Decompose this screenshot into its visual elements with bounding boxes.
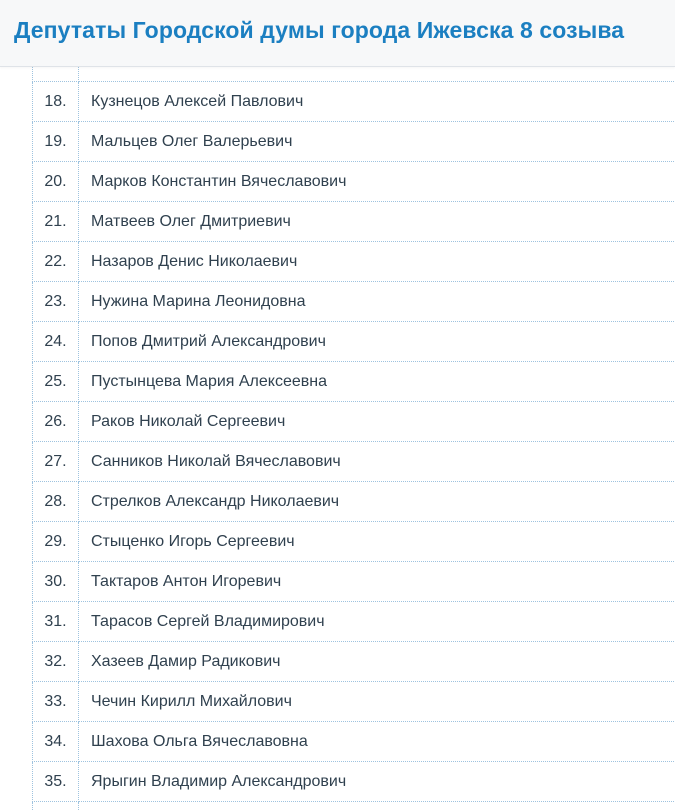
row-number — [33, 802, 79, 811]
deputy-name: Тактаров Антон Игоревич — [79, 562, 675, 602]
page-header — [0, 0, 675, 67]
row-number: 27. — [33, 442, 79, 482]
table-row — [33, 602, 675, 642]
deputy-name — [79, 802, 675, 811]
table-row — [33, 802, 675, 811]
row-number: 33. — [33, 682, 79, 722]
row-number: 31. — [33, 602, 79, 642]
row-number: 20. — [33, 162, 79, 202]
deputy-name: Пустынцева Мария Алексеевна — [79, 362, 675, 402]
deputy-name: Раков Николай Сергеевич — [79, 402, 675, 442]
table-row — [33, 682, 675, 722]
row-number: 26. — [33, 402, 79, 442]
row-number: 28. — [33, 482, 79, 522]
deputy-name: Нужина Марина Леонидовна — [79, 282, 675, 322]
row-number: 19. — [33, 122, 79, 162]
deputy-name: Санников Николай Вячеславович — [79, 442, 675, 482]
row-number: 35. — [33, 762, 79, 802]
row-number: 18. — [33, 82, 79, 122]
table-row — [33, 122, 675, 162]
table-row — [33, 242, 675, 282]
table-row — [33, 82, 675, 122]
deputy-name: Хазеев Дамир Радикович — [79, 642, 675, 682]
deputy-name: Мальцев Олег Валерьевич — [79, 122, 675, 162]
row-number: 30. — [33, 562, 79, 602]
deputy-name: Ярыгин Владимир Александрович — [79, 762, 675, 802]
deputy-name: Матвеев Олег Дмитриевич — [79, 202, 675, 242]
table-row — [33, 642, 675, 682]
row-number: 32. — [33, 642, 79, 682]
deputy-name: Попов Дмитрий Александрович — [79, 322, 675, 362]
table-row — [33, 562, 675, 602]
deputies-table-wrap — [32, 41, 675, 811]
row-number: 21. — [33, 202, 79, 242]
deputy-name: Стрелков Александр Николаевич — [79, 482, 675, 522]
deputy-name: Стыценко Игорь Сергеевич — [79, 522, 675, 562]
deputy-name: Назаров Денис Николаевич — [79, 242, 675, 282]
page-title: Депутаты Городской думы города Ижевска 8 созыва — [14, 17, 625, 43]
table-row — [33, 762, 675, 802]
deputy-name: Чечин Кирилл Михайлович — [79, 682, 675, 722]
table-row — [33, 722, 675, 762]
row-number: 29. — [33, 522, 79, 562]
table-row — [33, 322, 675, 362]
deputy-name: Марков Константин Вячеславович — [79, 162, 675, 202]
deputies-table — [32, 41, 675, 811]
table-row — [33, 482, 675, 522]
row-number: 22. — [33, 242, 79, 282]
table-row — [33, 522, 675, 562]
table-row — [33, 362, 675, 402]
row-number: 24. — [33, 322, 79, 362]
table-row — [33, 202, 675, 242]
table-row — [33, 442, 675, 482]
deputy-name: Шахова Ольга Вячеславовна — [79, 722, 675, 762]
row-number: 25. — [33, 362, 79, 402]
deputy-name: Кузнецов Алексей Павлович — [79, 82, 675, 122]
row-number: 23. — [33, 282, 79, 322]
table-row — [33, 402, 675, 442]
table-row — [33, 162, 675, 202]
table-row — [33, 282, 675, 322]
row-number: 34. — [33, 722, 79, 762]
deputy-name: Тарасов Сергей Владимирович — [79, 602, 675, 642]
